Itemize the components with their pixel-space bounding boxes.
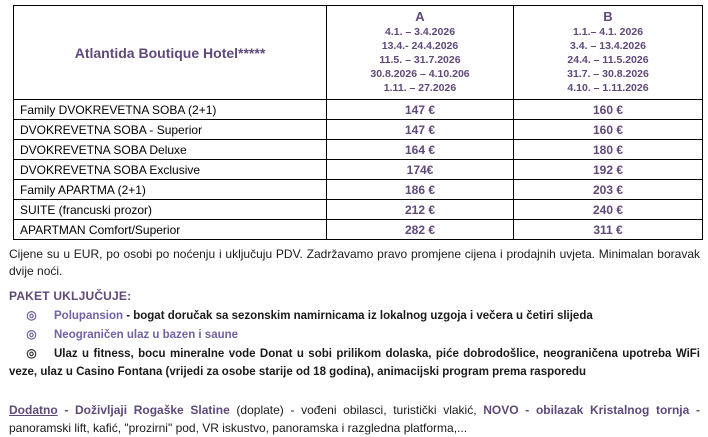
price-season-a: 147 € bbox=[327, 100, 514, 120]
price-season-a: 147 € bbox=[327, 120, 514, 140]
extras-separator: - bbox=[57, 403, 76, 417]
extras-highlight-1: Doživljaji Rogaške Slatine bbox=[75, 403, 230, 417]
list-item bbox=[9, 344, 700, 381]
season-a-date-range: 11.5. – 31.7.2026 bbox=[379, 54, 461, 66]
bullet-highlight-text: Neograničen ulaz u bazen i saune bbox=[54, 329, 239, 341]
bullseye-bullet-icon: ◎ bbox=[26, 346, 37, 360]
room-name: DVOKREVETNA SOBA - Superior bbox=[14, 120, 327, 140]
season-a-label: A bbox=[415, 9, 425, 24]
season-b-date-range: 24.4. – 11.5.2026 bbox=[567, 54, 649, 66]
price-season-b: 203 € bbox=[514, 180, 703, 200]
table-row bbox=[14, 120, 703, 140]
season-a-date-range: 30.8.2026 – 4.10.206 bbox=[370, 68, 470, 80]
season-b-date-range: 3.4. – 13.4.2026 bbox=[570, 40, 646, 52]
price-season-a: 174€ bbox=[327, 160, 514, 180]
season-b-label: B bbox=[603, 9, 613, 24]
room-name: APARTMAN Comfort/Superior bbox=[14, 220, 327, 240]
price-season-b: 180 € bbox=[514, 140, 703, 160]
season-b-header bbox=[514, 6, 703, 100]
bullet-highlight-text: Polupansion bbox=[54, 310, 123, 322]
extras-highlight-2: NOVO - obilazak Kristalnog tornja - bbox=[483, 403, 700, 417]
price-season-b: 160 € bbox=[514, 120, 703, 140]
price-season-a: 282 € bbox=[327, 220, 514, 240]
season-b-date-range: 4.10. – 1.11.2026 bbox=[567, 82, 649, 94]
table-row bbox=[14, 140, 703, 160]
table-row bbox=[14, 180, 703, 200]
table-row bbox=[14, 220, 703, 240]
hotel-name: Atlantida Boutique Hotel***** bbox=[14, 6, 327, 100]
season-a-header bbox=[327, 6, 514, 100]
price-season-b: 240 € bbox=[514, 200, 703, 220]
season-a-date-range: 1.11. – 27.2026 bbox=[383, 82, 457, 94]
price-season-a: 212 € bbox=[327, 200, 514, 220]
price-season-b: 192 € bbox=[514, 160, 703, 180]
season-b-date-range: 31.7. – 30.8.2026 bbox=[567, 68, 649, 80]
season-a-date-range: 13.4.- 24.4.2026 bbox=[381, 40, 459, 52]
room-name: Family APARTMA (2+1) bbox=[14, 180, 327, 200]
room-name: DVOKREVETNA SOBA Exclusive bbox=[14, 160, 327, 180]
season-b-dates bbox=[514, 25, 702, 95]
season-a-date-range: 4.1. – 3.4.2026 bbox=[384, 26, 456, 38]
bullseye-bullet-icon: ◎ bbox=[26, 327, 37, 341]
season-a-dates bbox=[327, 25, 513, 95]
bullet-text: Ulaz u fitness, bocu mineralne vode Donat u sobi prilikom dolaska, piće dobrodošlice, neograničena upotreba WiFi veze, ulaz u Casino Fontana (vrijedi za osobe starije od 18 godina), animacijski program prema rasporedu bbox=[9, 348, 700, 378]
room-name: SUITE (francuski prozor) bbox=[14, 200, 327, 220]
table-row bbox=[14, 100, 703, 120]
extras-note bbox=[9, 401, 700, 437]
table-row bbox=[14, 160, 703, 180]
bullet-text: - bogat doručak sa sezonskim namirnicama iz lokalnog uzgoja i večera u četiri slijeda bbox=[123, 310, 593, 322]
price-season-b: 160 € bbox=[514, 100, 703, 120]
table-header-row bbox=[14, 6, 703, 100]
extras-tail-text: panoramski lift, kafić, "prozirni" pod, VR iskustvo, panoramska i razgledna platforma,... bbox=[9, 421, 468, 435]
room-name: DVOKREVETNA SOBA Deluxe bbox=[14, 140, 327, 160]
pricing-note: Cijene su u EUR, po osobi po noćenju i uključuju PDV. Zadržavamo pravo promjene cijena i prodajnih uvjeta. Minimalan boravak dvije noći. bbox=[9, 247, 700, 278]
extras-label: Dodatno bbox=[9, 403, 58, 417]
price-season-a: 164 € bbox=[327, 140, 514, 160]
price-season-a: 186 € bbox=[327, 180, 514, 200]
season-b-date-range: 1.1.– 4.1. 2026 bbox=[572, 26, 644, 38]
extras-plain-text: (doplate) - vođeni obilasci, turistički vlakić, bbox=[229, 403, 484, 417]
bullseye-bullet-icon: ◎ bbox=[26, 308, 37, 322]
list-item bbox=[9, 306, 700, 325]
room-name: Family DVOKREVETNA SOBA (2+1) bbox=[14, 100, 327, 120]
price-table bbox=[13, 5, 703, 240]
table-row bbox=[14, 200, 703, 220]
price-season-b: 311 € bbox=[514, 220, 703, 240]
package-heading: PAKET UKLJUČUJE: bbox=[9, 289, 132, 303]
list-item bbox=[9, 325, 700, 344]
